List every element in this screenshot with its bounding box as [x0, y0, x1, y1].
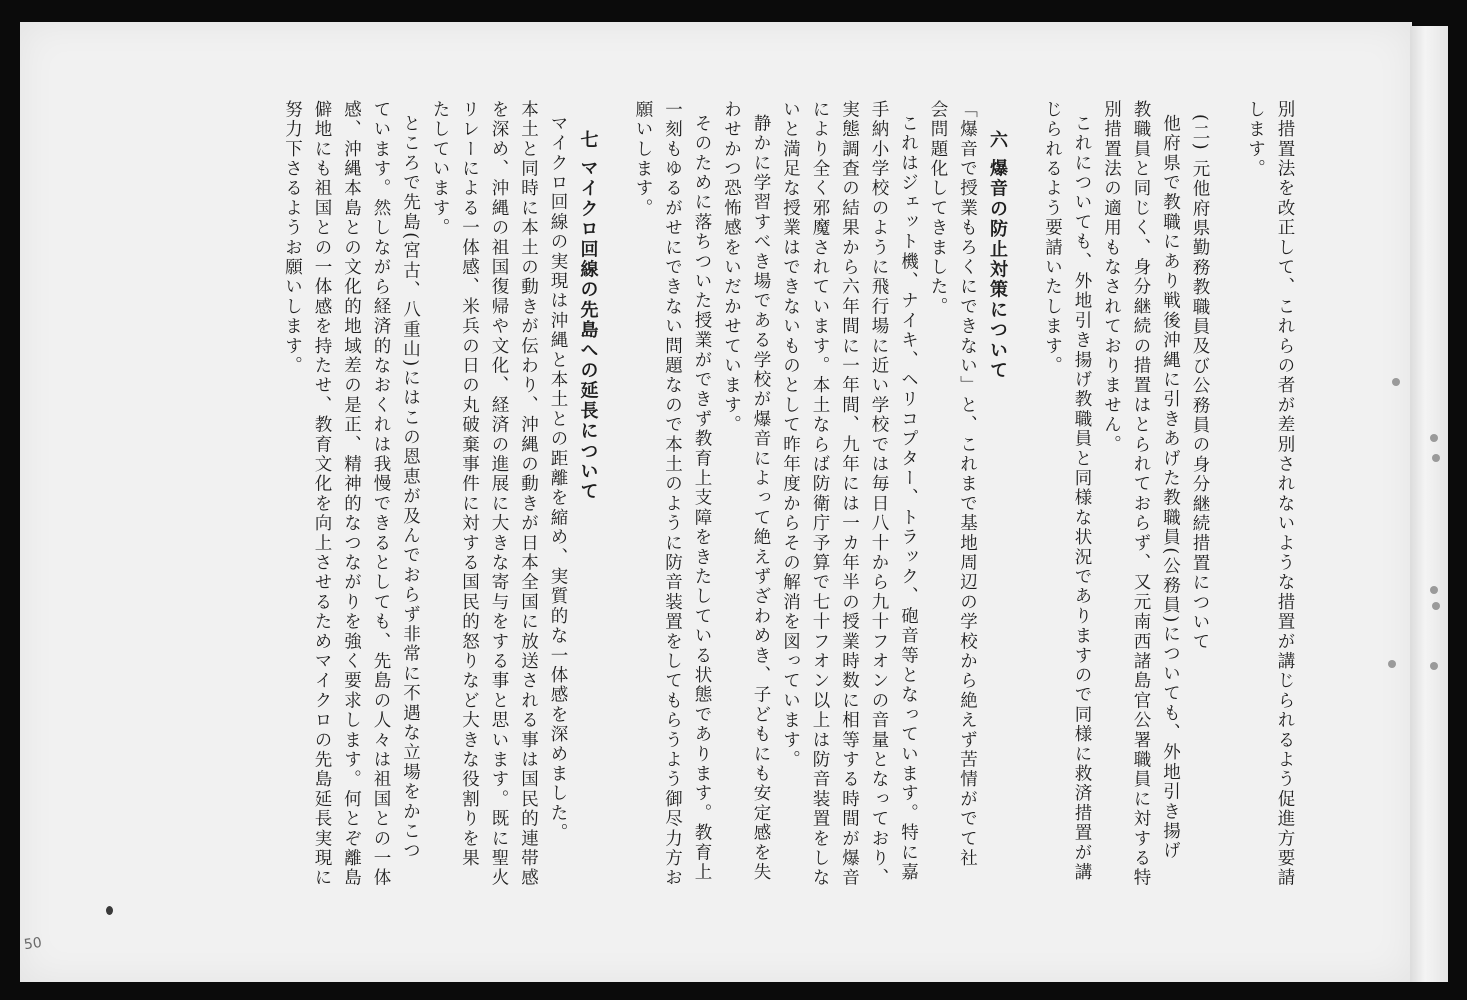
- text-column: 手納小学校のように飛行場に近い学校では毎日八十から九十フオンの音量となっており、: [869, 100, 889, 888]
- text-column: (二) 元他府県勤務教職員及び公務員の身分継続措置について: [1190, 114, 1210, 653]
- text-column: そのために落ちついた授業ができず教育上支障をきたしている状態であります。教育上: [692, 114, 712, 883]
- binding-hole: [1430, 434, 1438, 442]
- page-number: 50: [22, 934, 43, 954]
- text-column: します。: [1245, 100, 1266, 179]
- text-column: マイクロ回線の実現は沖縄と本土との距離を縮め、実質的な一体感を深めました。: [548, 114, 568, 843]
- text-column: 願いします。: [633, 100, 653, 219]
- text-column: リレーによる一体感、米兵の日の丸破棄事件に対する国民的怒りなど大きな役割りを果: [459, 100, 480, 869]
- text-column: いと満足な授業はできないものとして昨年度からその解消を図っています。: [780, 100, 801, 770]
- text-column: 一刻もゆるがせにできない問題なので本土のように防音装置をしてもらうよう御尽力方お: [662, 100, 683, 888]
- column-gap: [1012, 100, 1036, 920]
- column-gap: [603, 100, 627, 920]
- next-page-edge: [1410, 26, 1448, 982]
- text-column: 僻地にも祖国との一体感を持たせ、教育文化を向上させるためマイクロの先島延長実現に: [312, 100, 332, 888]
- text-column: により全く邪魔されています。本土ならば防衛庁予算で七十フオン以上は防音装置をしな: [810, 100, 830, 888]
- text-column: ところで先島(宮古、八重山)にはこの恩恵が及んでおらず非常に不遇な立場をかこつ: [400, 114, 421, 861]
- text-column: 感、沖縄本島との文化的地域差の是正、精神的なつながりを強く要求します。何とぞ離島: [341, 100, 362, 888]
- text-column: 別措置法の適用もなされておりません。: [1101, 100, 1122, 455]
- column-gap: [1215, 100, 1239, 920]
- binding-hole: [1432, 602, 1440, 610]
- binding-hole: [1388, 660, 1396, 668]
- text-column: これはジェット機、ナイキ、ヘリコプター、トラック、砲音等となっています。特に嘉: [898, 114, 919, 883]
- text-column: 努力下さるようお願いします。: [282, 100, 303, 376]
- text-column: 会問題化してきました。: [928, 100, 948, 317]
- text-column: わせかつ恐怖感をいだかせています。: [721, 100, 742, 435]
- binding-hole: [1430, 662, 1438, 670]
- text-column: 本土と同時に本土の動きが伝わり、沖縄の動きが日本全国に放送される事は国民的連帯感: [518, 100, 539, 888]
- text-column: 静かに学習すべき場である学校が爆音によって絶えずざわめき、子どもにも安定感を失: [751, 114, 771, 883]
- text-column: たしています。: [430, 100, 450, 238]
- text-column: これについても、外地引き揚げ教職員と同様な状況でありますので同様に救済措置が講: [1072, 114, 1092, 883]
- text-column: 他府県で教職にあり戦後沖縄に引きあげた教職員(公務員)についても、外地引き揚げ: [1160, 114, 1181, 861]
- binding-hole: [1432, 454, 1440, 462]
- text-column: 実態調査の結果から六年間に一年間、九年には一カ年半の授業時数に相等する時間が爆音: [839, 100, 860, 888]
- vertical-text-body: [118, 100, 1298, 920]
- text-column: 「爆音で授業もろくにできない」と、これまで基地周辺の学校から絶えず苦情がでて社: [957, 100, 978, 869]
- text-column: 教職員と同じく、身分継続の措置はとられておらず、又元南西諸島官公署職員に対する特: [1131, 100, 1151, 888]
- binding-hole: [1430, 586, 1438, 594]
- text-column: 別措置法を改正して、これらの者が差別されないような措置が講じられるよう促進方要請: [1275, 100, 1295, 888]
- text-column: ています。然しながら経済的なおくれは我慢できるとしても、先島の人々は祖国との一体: [371, 100, 391, 888]
- text-column: を深め、沖縄の祖国復帰や文化、経済の進展に大きな寄与をする事と思います。既に聖火: [489, 100, 509, 888]
- section-heading: 七 マイクロ回線の先島への延長について: [577, 130, 599, 503]
- ink-spot: [106, 906, 113, 915]
- section-heading: 六 爆音の防止対策について: [987, 130, 1008, 381]
- text-column: じられるよう要請いたします。: [1042, 100, 1063, 376]
- binding-hole: [1392, 378, 1400, 386]
